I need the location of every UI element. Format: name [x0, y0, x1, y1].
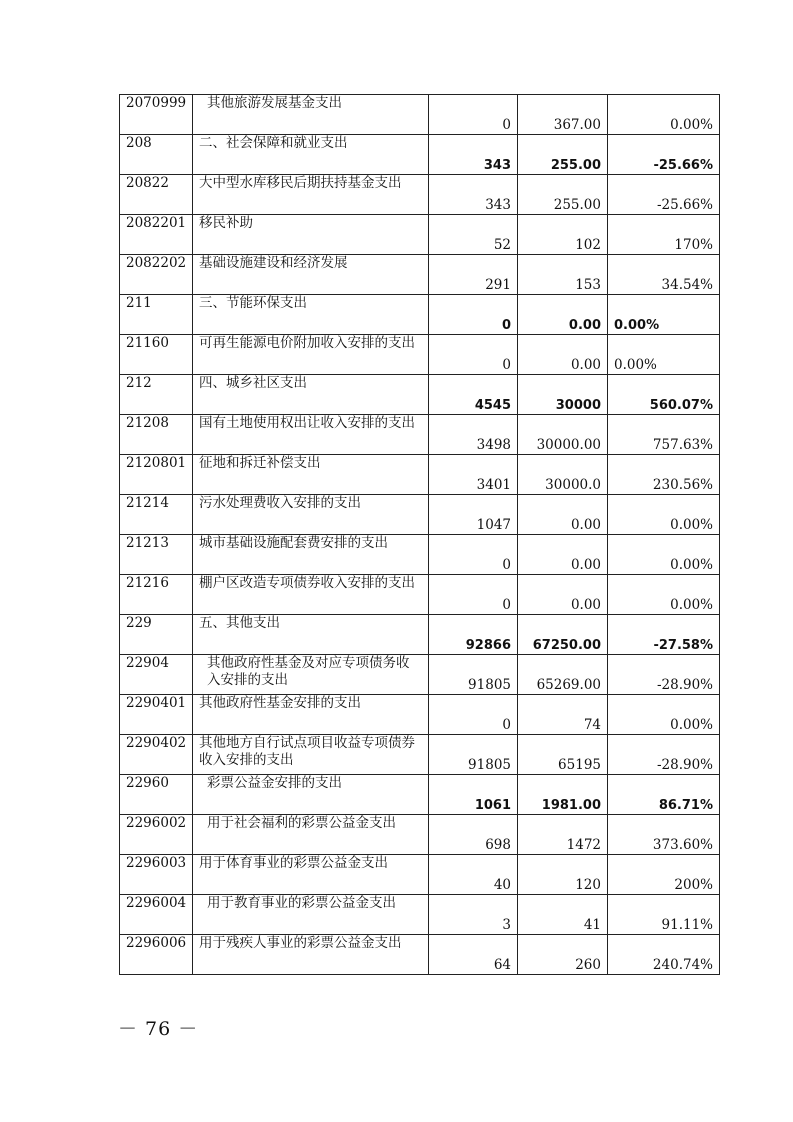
row-code-cell: 21208: [120, 415, 193, 455]
row-value-2021-cell: 65195: [518, 735, 608, 775]
row-change-percent-cell: 757.63%: [608, 415, 720, 455]
table-row: [120, 815, 720, 855]
row-code-cell: 20822: [120, 175, 193, 215]
table-row: [120, 615, 720, 655]
row-value-2021-cell: 41: [518, 895, 608, 935]
table-row: [120, 255, 720, 295]
row-value-2020-cell: 1047: [429, 495, 518, 535]
row-code-cell: 212: [120, 375, 193, 415]
row-change-percent-cell: 0.00%: [608, 575, 720, 615]
row-change-percent-cell: -27.58%: [608, 615, 720, 655]
row-code-cell: 22960: [120, 775, 193, 815]
row-value-2020-cell: 64: [429, 935, 518, 975]
row-change-percent-cell: 0.00%: [608, 695, 720, 735]
row-code-cell: 211: [120, 295, 193, 335]
row-name-cell: 可再生能源电价附加收入安排的支出: [193, 335, 429, 375]
row-code-cell: 2082201: [120, 215, 193, 255]
row-name-cell: 用于社会福利的彩票公益金支出: [193, 815, 429, 855]
table-row: [120, 735, 720, 775]
budget-table: [119, 94, 720, 975]
row-change-percent-cell: -25.66%: [608, 175, 720, 215]
row-change-percent-cell: 200%: [608, 855, 720, 895]
row-change-percent-cell: 240.74%: [608, 935, 720, 975]
row-code-cell: 2120801: [120, 455, 193, 495]
row-change-percent-cell: 0.00%: [608, 295, 720, 335]
table-row: [120, 455, 720, 495]
page-number: － 76 －: [118, 1018, 199, 1040]
row-code-cell: 21160: [120, 335, 193, 375]
row-value-2020-cell: 0: [429, 535, 518, 575]
row-name-cell: 用于体育事业的彩票公益金支出: [193, 855, 429, 895]
row-change-percent-cell: 86.71%: [608, 775, 720, 815]
row-value-2020-cell: 92866: [429, 615, 518, 655]
row-code-cell: 229: [120, 615, 193, 655]
row-value-2020-cell: 3498: [429, 415, 518, 455]
row-value-2021-cell: 1981.00: [518, 775, 608, 815]
table-row: [120, 775, 720, 815]
row-name-cell: 其他旅游发展基金支出: [193, 95, 429, 135]
row-value-2020-cell: 0: [429, 335, 518, 375]
row-value-2021-cell: 0.00: [518, 495, 608, 535]
row-value-2020-cell: 3401: [429, 455, 518, 495]
row-value-2020-cell: 0: [429, 695, 518, 735]
row-value-2020-cell: 3: [429, 895, 518, 935]
row-code-cell: 2290401: [120, 695, 193, 735]
row-value-2021-cell: 255.00: [518, 135, 608, 175]
row-code-cell: 21214: [120, 495, 193, 535]
row-value-2021-cell: 260: [518, 935, 608, 975]
row-change-percent-cell: 0.00%: [608, 535, 720, 575]
row-value-2021-cell: 74: [518, 695, 608, 735]
row-value-2021-cell: 0.00: [518, 535, 608, 575]
row-value-2021-cell: 153: [518, 255, 608, 295]
table-row: [120, 695, 720, 735]
table-row: [120, 95, 720, 135]
row-name-cell: 彩票公益金安排的支出: [193, 775, 429, 815]
table-row: [120, 335, 720, 375]
row-change-percent-cell: 560.07%: [608, 375, 720, 415]
row-value-2020-cell: 52: [429, 215, 518, 255]
row-name-cell: 用于残疾人事业的彩票公益金支出: [193, 935, 429, 975]
row-name-cell: 基础设施建设和经济发展: [193, 255, 429, 295]
table-body: [120, 95, 720, 975]
row-name-cell: 棚户区改造专项债券收入安排的支出: [193, 575, 429, 615]
row-value-2021-cell: 30000: [518, 375, 608, 415]
row-name-cell: 其他地方自行试点项目收益专项债券收入安排的支出: [193, 735, 429, 775]
row-value-2020-cell: 291: [429, 255, 518, 295]
row-value-2021-cell: 0.00: [518, 575, 608, 615]
row-name-cell: 大中型水库移民后期扶持基金支出: [193, 175, 429, 215]
row-value-2020-cell: 4545: [429, 375, 518, 415]
row-value-2021-cell: 102: [518, 215, 608, 255]
row-code-cell: 2082202: [120, 255, 193, 295]
table-row: [120, 855, 720, 895]
row-value-2021-cell: 67250.00: [518, 615, 608, 655]
row-value-2021-cell: 0.00: [518, 335, 608, 375]
row-value-2021-cell: 65269.00: [518, 655, 608, 695]
row-name-cell: 城市基础设施配套费安排的支出: [193, 535, 429, 575]
table-row: [120, 655, 720, 695]
table-row: [120, 215, 720, 255]
row-name-cell: 征地和拆迁补偿支出: [193, 455, 429, 495]
row-value-2020-cell: 343: [429, 135, 518, 175]
table-row: [120, 495, 720, 535]
row-change-percent-cell: 0.00%: [608, 95, 720, 135]
row-value-2021-cell: 120: [518, 855, 608, 895]
row-code-cell: 22904: [120, 655, 193, 695]
row-code-cell: 2296006: [120, 935, 193, 975]
row-name-cell: 四、城乡社区支出: [193, 375, 429, 415]
table-row: [120, 935, 720, 975]
row-value-2021-cell: 0.00: [518, 295, 608, 335]
row-value-2020-cell: 0: [429, 295, 518, 335]
row-change-percent-cell: 91.11%: [608, 895, 720, 935]
row-name-cell: 五、其他支出: [193, 615, 429, 655]
row-name-cell: 其他政府性基金及对应专项债务收入安排的支出: [193, 655, 429, 695]
row-value-2021-cell: 367.00: [518, 95, 608, 135]
row-name-cell: 移民补助: [193, 215, 429, 255]
row-value-2020-cell: 343: [429, 175, 518, 215]
row-code-cell: 21213: [120, 535, 193, 575]
row-change-percent-cell: 230.56%: [608, 455, 720, 495]
row-value-2021-cell: 30000.0: [518, 455, 608, 495]
row-value-2020-cell: 698: [429, 815, 518, 855]
row-name-cell: 三、节能环保支出: [193, 295, 429, 335]
row-name-cell: 污水处理费收入安排的支出: [193, 495, 429, 535]
table-row: [120, 575, 720, 615]
row-change-percent-cell: 0.00%: [608, 495, 720, 535]
row-value-2020-cell: 91805: [429, 735, 518, 775]
row-code-cell: 2070999: [120, 95, 193, 135]
row-code-cell: 2296002: [120, 815, 193, 855]
row-value-2021-cell: 30000.00: [518, 415, 608, 455]
row-code-cell: 2296004: [120, 895, 193, 935]
row-change-percent-cell: -25.66%: [608, 135, 720, 175]
row-change-percent-cell: 34.54%: [608, 255, 720, 295]
table-row: [120, 295, 720, 335]
row-value-2020-cell: 91805: [429, 655, 518, 695]
row-name-cell: 国有土地使用权出让收入安排的支出: [193, 415, 429, 455]
table-row: [120, 535, 720, 575]
row-value-2021-cell: 255.00: [518, 175, 608, 215]
row-value-2020-cell: 1061: [429, 775, 518, 815]
row-name-cell: 其他政府性基金安排的支出: [193, 695, 429, 735]
row-value-2021-cell: 1472: [518, 815, 608, 855]
row-name-cell: 用于教育事业的彩票公益金支出: [193, 895, 429, 935]
table-row: [120, 415, 720, 455]
table-row: [120, 895, 720, 935]
row-value-2020-cell: 0: [429, 575, 518, 615]
row-name-cell: 二、社会保障和就业支出: [193, 135, 429, 175]
row-change-percent-cell: 373.60%: [608, 815, 720, 855]
row-value-2020-cell: 0: [429, 95, 518, 135]
row-value-2020-cell: 40: [429, 855, 518, 895]
row-change-percent-cell: -28.90%: [608, 655, 720, 695]
row-change-percent-cell: 0.00%: [608, 335, 720, 375]
row-code-cell: 21216: [120, 575, 193, 615]
row-code-cell: 2296003: [120, 855, 193, 895]
table-row: [120, 175, 720, 215]
table-row: [120, 135, 720, 175]
row-change-percent-cell: -28.90%: [608, 735, 720, 775]
row-change-percent-cell: 170%: [608, 215, 720, 255]
row-code-cell: 2290402: [120, 735, 193, 775]
table-row: [120, 375, 720, 415]
row-code-cell: 208: [120, 135, 193, 175]
